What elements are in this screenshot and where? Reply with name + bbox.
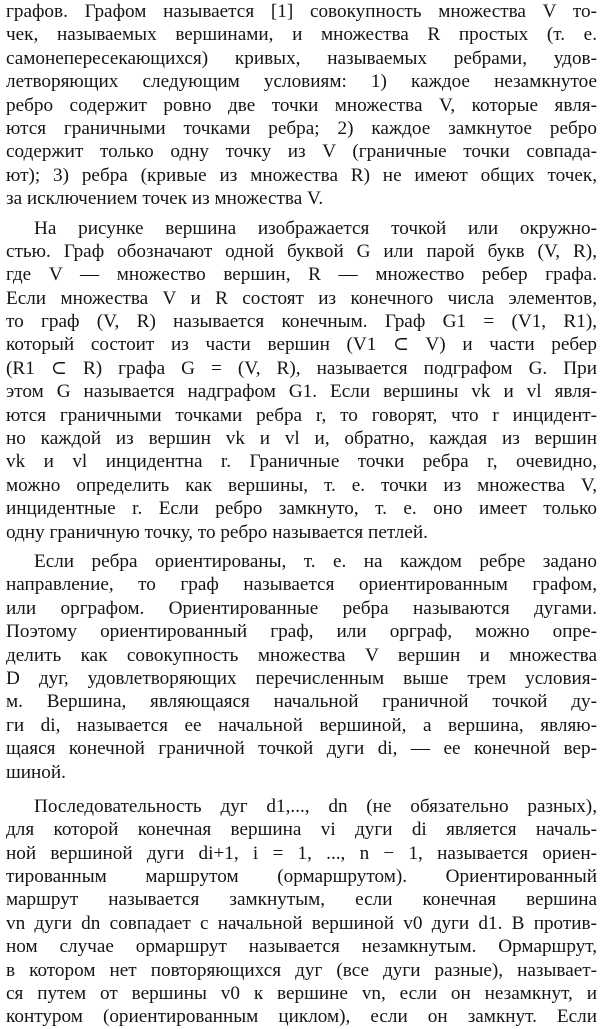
text-line: стью. Граф обозначают одной буквой G или парой букв (V, R),	[6, 240, 597, 262]
text-line: Последовательность дуг d1,..., dn (не обязательно разных),	[34, 795, 597, 817]
text-line: Если ребра ориентированы, т. е. на каждом ребре задано	[34, 550, 597, 572]
text-line: На рисунке вершина изображается точкой или окружно-	[34, 217, 597, 239]
text-line: D дуг, удовлетворяющих перечисленным выше трем условия-	[6, 667, 597, 689]
text-line: м. Вершина, являющаяся начальной граничной точкой ду-	[6, 691, 597, 713]
text-line: контуром (ориентированным циклом), если он замкнут. Если	[6, 1006, 597, 1028]
paragraph	[6, 795, 597, 1029]
text-line: графов. Графом называется [1] совокупность множества V то-	[6, 1, 597, 22]
text-line: где V — множество вершин, R — множество ребер графа.	[6, 264, 597, 286]
text-line: ся путем от вершины v0 к вершине vn, если он незамкнут, и	[6, 983, 597, 1005]
text-line: который состоит из части вершин (V1 ⊂ V) и части ребер	[6, 334, 597, 356]
paragraph	[6, 0, 597, 211]
text-line: в котором нет повторяющихся дуг (все дуги разные), называет-	[6, 959, 597, 981]
text-line: чек, называемых вершинами, и множества R простых (т. е.	[6, 24, 597, 46]
text-line: ребро содержит ровно две точки множества V, которые явля-	[6, 94, 597, 116]
text-line: ются граничными точками ребра r, то говорят, что r инцидент-	[6, 404, 597, 426]
text-line: ги di, называется ее начальной вершиной, а вершина, являю-	[6, 714, 597, 736]
text-line: vn дуги dn совпадает с начальной вершиной v0 дуги d1. В против-	[6, 912, 597, 934]
text-line: (R1 ⊂ R) графа G = (V, R), называется подграфом G. При	[6, 357, 597, 379]
text-line: инцидентные r. Если ребро замкнуто, т. е. оно имеет только	[6, 498, 597, 520]
text-line: этом G называется надграфом G1. Если вершины vk и vl явля-	[6, 381, 597, 403]
text-line: ют); 3) ребра (кривые из множества R) не имеют общих точек,	[6, 164, 597, 186]
text-line: одну граничную точку, то ребро называется петлей.	[6, 521, 428, 543]
text-line: ном случае ормаршрут называется незамкнутым. Ормаршрут,	[6, 936, 597, 958]
text-line: за исключением точек из множества V.	[6, 188, 324, 210]
paragraph-gap	[6, 784, 597, 795]
text-line: маршрут называется замкнутым, если конечная вершина	[6, 889, 597, 911]
paragraph	[6, 217, 597, 544]
text-line: тированным маршрутом (ормаршрутом). Ориентированный	[6, 866, 597, 888]
text-line: Если множества V и R состоят из конечного числа элементов,	[6, 287, 597, 309]
text-line: содержит только одну точку из V (граничные точки совпада-	[6, 141, 597, 163]
text-line: шиной.	[6, 761, 66, 783]
text-line: или орграфом. Ориентированные ребра называются дугами.	[6, 597, 597, 619]
text-line: то граф (V, R) называется конечным. Граф G1 = (V1, R1),	[6, 311, 597, 333]
text-line: делить как совокупность множества V вершин и множества	[6, 644, 597, 666]
text-line: ются граничными точками ребра; 2) каждое замкнутое ребро	[6, 117, 597, 139]
text-line: Поэтому ориентированный граф, или орграф, можно опре-	[6, 621, 597, 643]
text-line: направление, то граф называется ориентированным графом,	[6, 574, 597, 596]
paragraph	[6, 550, 597, 784]
text-line: щаяся конечной граничной точкой дуги di, — ее конечной вер-	[6, 738, 597, 760]
text-line: ной вершиной дуги di+1, i = 1, ..., n − 1, называется ориен-	[6, 842, 597, 864]
text-line: летворяющих следующим условиям: 1) каждое незамкнутое	[6, 71, 597, 93]
text-line: самонепересекающихся) кривых, называемых ребрами, удов-	[6, 47, 597, 69]
text-line: для которой конечная вершина vi дуги di является началь-	[6, 819, 597, 841]
text-line: vk и vl инцидентна r. Граничные точки ребра r, очевидно,	[6, 451, 597, 473]
text-line: можно определить как вершины, т. е. точки из множества V,	[6, 474, 597, 496]
text-line: но каждой из вершин vk и vl и, обратно, каждая из вершин	[6, 428, 597, 450]
